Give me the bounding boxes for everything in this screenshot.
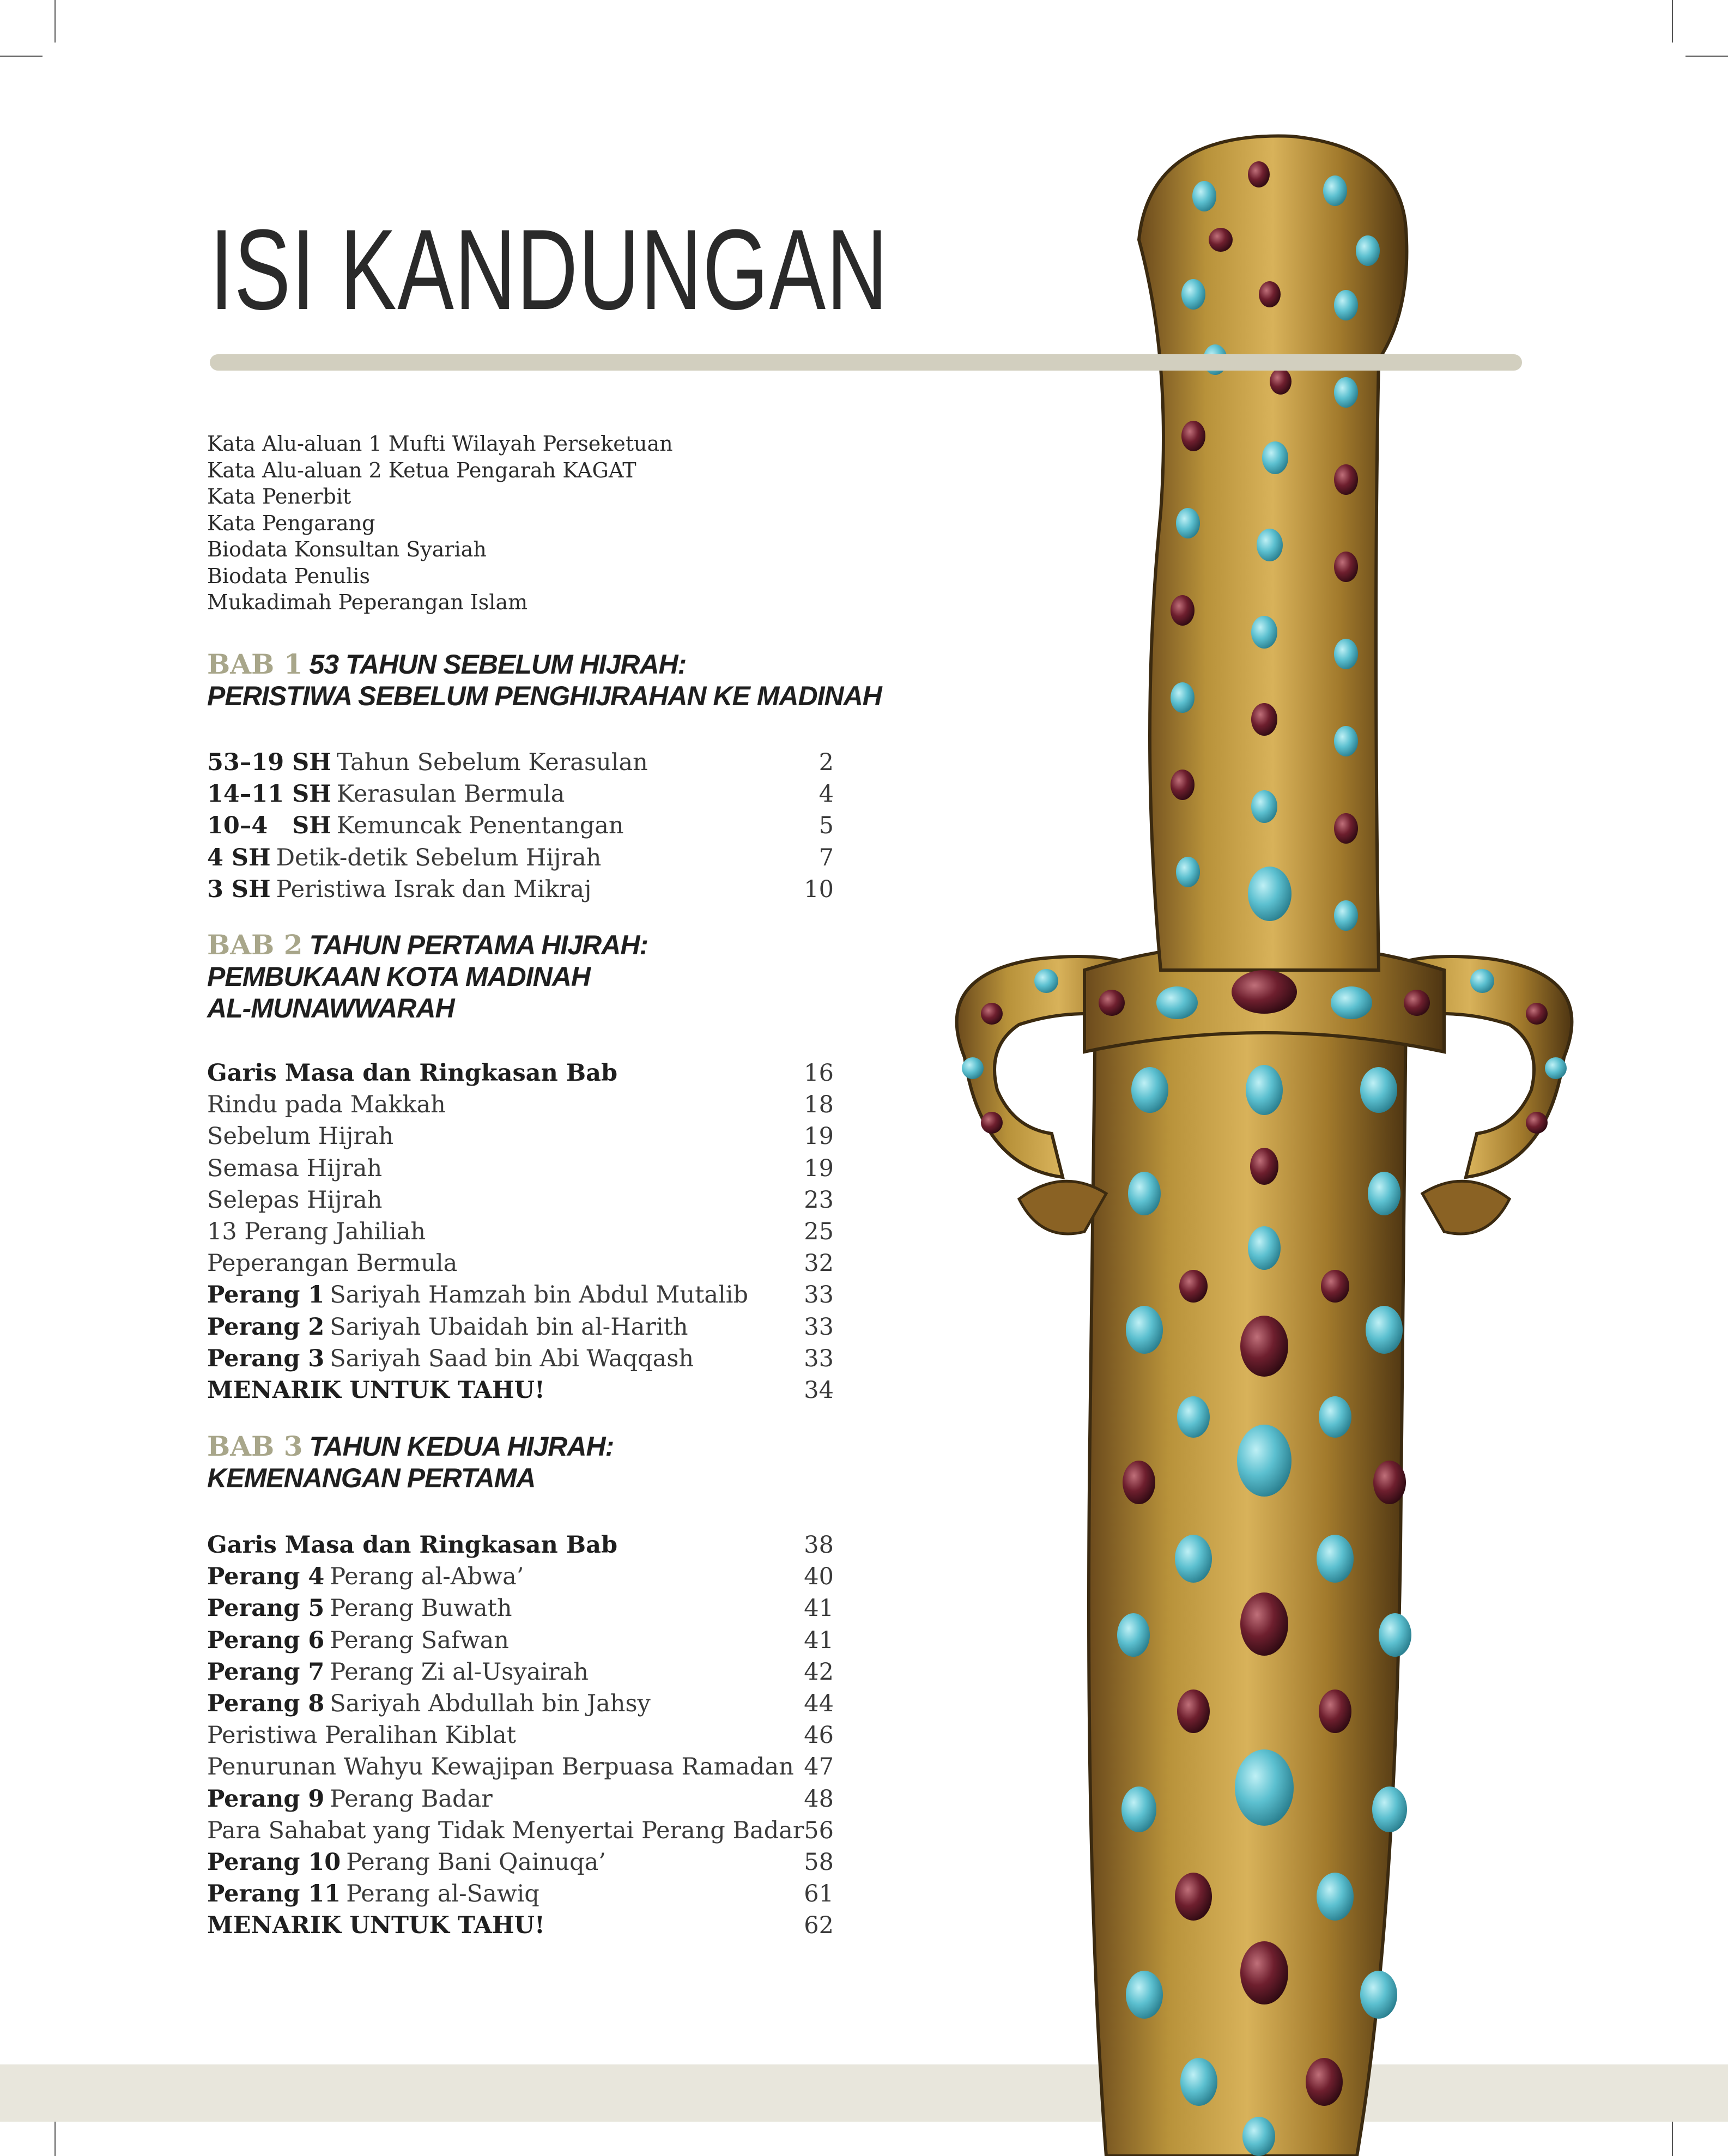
chapter-title-line: KEMENANGAN PERTAMA (207, 1463, 536, 1493)
page-number: 47 (804, 1753, 834, 1781)
front-matter-item[interactable]: Mukadimah Peperangan Islam (207, 590, 528, 614)
entry-title: Perang Badar (330, 1785, 493, 1813)
front-matter-item[interactable]: Kata Penerbit (207, 485, 351, 508)
page-number: 44 (804, 1689, 834, 1717)
chapter-heading-2 (207, 929, 970, 1024)
crop-mark (0, 56, 43, 57)
entry-prefix: Perang 1 (207, 1281, 325, 1309)
crop-mark (1672, 0, 1673, 43)
crop-mark (1685, 56, 1728, 57)
page-number: 19 (804, 1123, 834, 1150)
page-number: 19 (804, 1154, 834, 1182)
toc-entry[interactable] (207, 1057, 834, 1089)
entry-prefix: Perang 3 (207, 1345, 325, 1372)
entry-title: Peperangan Bermula (207, 1250, 458, 1277)
toc-entry[interactable] (207, 1374, 834, 1406)
page-number: 5 (818, 812, 834, 840)
page-number: 56 (804, 1816, 834, 1844)
page-number: 61 (804, 1880, 834, 1908)
page-number: 41 (804, 1595, 834, 1622)
chapter-1-entries (207, 747, 834, 905)
entry-title: Peristiwa Peralihan Kiblat (207, 1722, 516, 1749)
front-matter-item[interactable]: Kata Alu-aluan 1 Mufti Wilayah Perseketuan (207, 432, 673, 456)
page-number: 62 (804, 1912, 834, 1940)
entry-prefix: 10–4 SH (207, 812, 331, 840)
toc-entry[interactable] (207, 1910, 834, 1941)
entry-prefix: 53–19 SH (207, 749, 331, 776)
entry-title: Sariyah Ubaidah bin al-Harith (330, 1313, 688, 1341)
page-number: 23 (804, 1186, 834, 1214)
page-number: 33 (804, 1345, 834, 1372)
jeweled-sword-image (856, 131, 1673, 2156)
page-number: 34 (804, 1376, 834, 1404)
page-number: 33 (804, 1313, 834, 1341)
entry-title: 13 Perang Jahiliah (207, 1218, 426, 1245)
chapter-number: BAB 3 (207, 1430, 303, 1462)
chapter-title-line: PEMBUKAAN KOTA MADINAH (207, 961, 590, 992)
page-number: 10 (804, 875, 834, 903)
page-number: 40 (804, 1563, 834, 1591)
entry-title: Garis Masa dan Ringkasan Bab (207, 1531, 618, 1559)
toc-entry[interactable] (207, 1529, 834, 1561)
entry-title: Sariyah Hamzah bin Abdul Mutalib (330, 1281, 749, 1309)
entry-prefix: 14–11 SH (207, 780, 331, 808)
front-matter-item[interactable]: Kata Alu-aluan 2 Ketua Pengarah KAGAT (207, 458, 636, 482)
toc-entry[interactable] (207, 1815, 834, 1846)
page-number: 38 (804, 1531, 834, 1559)
chapter-3-entries (207, 1529, 834, 1941)
entry-title: Perang Safwan (330, 1626, 509, 1654)
page-number: 16 (804, 1059, 834, 1087)
toc-entry[interactable] (207, 778, 834, 810)
entry-prefix: 4 SH (207, 844, 271, 871)
front-matter-item[interactable]: Kata Pengarang (207, 511, 375, 535)
chapter-2-entries (207, 1057, 834, 1406)
page-number: 4 (818, 780, 834, 808)
chapter-title-line: AL-MUNAWWARAH (207, 993, 454, 1024)
entry-title: Kerasulan Bermula (336, 780, 565, 808)
toc-entry[interactable] (207, 1846, 834, 1878)
front-matter-item[interactable]: Biodata Konsultan Syariah (207, 537, 487, 561)
toc-entry[interactable] (207, 1878, 834, 1910)
toc-entry[interactable] (207, 1216, 834, 1247)
chapter-number: BAB 1 (207, 648, 303, 680)
toc-entry[interactable] (207, 1311, 834, 1343)
title-rule (210, 354, 1522, 371)
chapter-heading-3 (207, 1431, 970, 1494)
page-number: 48 (804, 1785, 834, 1813)
toc-entry[interactable] (207, 1153, 834, 1184)
entry-prefix: Perang 9 (207, 1785, 325, 1813)
entry-title: Sariyah Saad bin Abi Waqqash (330, 1345, 694, 1372)
entry-title: MENARIK UNTUK TAHU! (207, 1376, 545, 1404)
entry-title: Perang al-Sawiq (346, 1880, 539, 1908)
page-number: 2 (818, 749, 834, 776)
chapter-title-line: PERISTIWA SEBELUM PENGHIJRAHAN KE MADINAH (207, 681, 882, 711)
page-number: 7 (818, 844, 834, 871)
entry-title: Sariyah Abdullah bin Jahsy (330, 1689, 651, 1717)
page-number: 41 (804, 1626, 834, 1654)
toc-entry[interactable] (207, 1719, 834, 1751)
page-number: 25 (804, 1218, 834, 1245)
toc-entry[interactable] (207, 1592, 834, 1624)
toc-entry[interactable] (207, 1279, 834, 1311)
toc-entry[interactable] (207, 1184, 834, 1216)
page-number: 33 (804, 1281, 834, 1309)
toc-entry[interactable] (207, 1121, 834, 1152)
entry-prefix: Perang 7 (207, 1658, 325, 1686)
toc-entry[interactable] (207, 874, 834, 905)
front-matter-item[interactable]: Biodata Penulis (207, 564, 371, 588)
entry-prefix: Perang 2 (207, 1313, 325, 1341)
entry-title: Perang al-Abwa’ (330, 1563, 524, 1591)
toc-entry[interactable] (207, 1656, 834, 1688)
chapter-title-line: TAHUN KEDUA HIJRAH: (309, 1431, 614, 1462)
front-matter-list (207, 431, 673, 616)
entry-prefix: Perang 4 (207, 1563, 325, 1591)
crop-mark (54, 0, 56, 43)
entry-prefix: Perang 8 (207, 1689, 325, 1717)
entry-title: Selepas Hijrah (207, 1186, 383, 1214)
toc-entry[interactable] (207, 1751, 834, 1783)
entry-title: Perang Buwath (330, 1595, 512, 1622)
entry-prefix: Perang 6 (207, 1626, 325, 1654)
page-number: 58 (804, 1848, 834, 1876)
toc-entry[interactable] (207, 1688, 834, 1719)
page-title: ISI KANDUNGAN (210, 205, 889, 334)
chapter-title-line: 53 TAHUN SEBELUM HIJRAH: (309, 649, 687, 680)
entry-title: Kemuncak Penentangan (336, 812, 624, 840)
toc-entry[interactable] (207, 810, 834, 841)
entry-title: Garis Masa dan Ringkasan Bab (207, 1059, 618, 1087)
toc-entry[interactable] (207, 1247, 834, 1279)
entry-title: Semasa Hijrah (207, 1154, 383, 1182)
toc-entry[interactable] (207, 842, 834, 874)
toc-entry[interactable] (207, 747, 834, 778)
entry-title: Rindu pada Makkah (207, 1091, 446, 1119)
entry-title: Detik-detik Sebelum Hijrah (276, 844, 602, 871)
entry-title: Sebelum Hijrah (207, 1123, 394, 1150)
page-number: 32 (804, 1250, 834, 1277)
chapter-title-line: TAHUN PERTAMA HIJRAH: (309, 930, 648, 960)
entry-title: MENARIK UNTUK TAHU! (207, 1912, 545, 1940)
toc-entry[interactable] (207, 1089, 834, 1121)
entry-title: Perang Zi al-Usyairah (330, 1658, 589, 1686)
entry-title: Para Sahabat yang Tidak Menyertai Perang Badar (207, 1816, 804, 1844)
chapter-heading-1 (207, 649, 970, 712)
page-number: 18 (804, 1091, 834, 1119)
entry-prefix: Perang 10 (207, 1848, 341, 1876)
entry-title: Perang Bani Qainuqa’ (346, 1848, 606, 1876)
chapter-number: BAB 2 (207, 929, 303, 961)
entry-prefix: Perang 11 (207, 1880, 341, 1908)
entry-prefix: Perang 5 (207, 1595, 325, 1622)
entry-title: Penurunan Wahyu Kewajipan Berpuasa Ramadan (207, 1753, 794, 1781)
toc-entry[interactable] (207, 1343, 834, 1374)
page-number: 46 (804, 1722, 834, 1749)
toc-entry[interactable] (207, 1561, 834, 1592)
entry-prefix: 3 SH (207, 875, 271, 903)
toc-entry[interactable] (207, 1625, 834, 1656)
entry-title: Peristiwa Israk dan Mikraj (276, 875, 592, 903)
entry-title: Tahun Sebelum Kerasulan (336, 749, 648, 776)
page-number: 42 (804, 1658, 834, 1686)
toc-entry[interactable] (207, 1783, 834, 1815)
